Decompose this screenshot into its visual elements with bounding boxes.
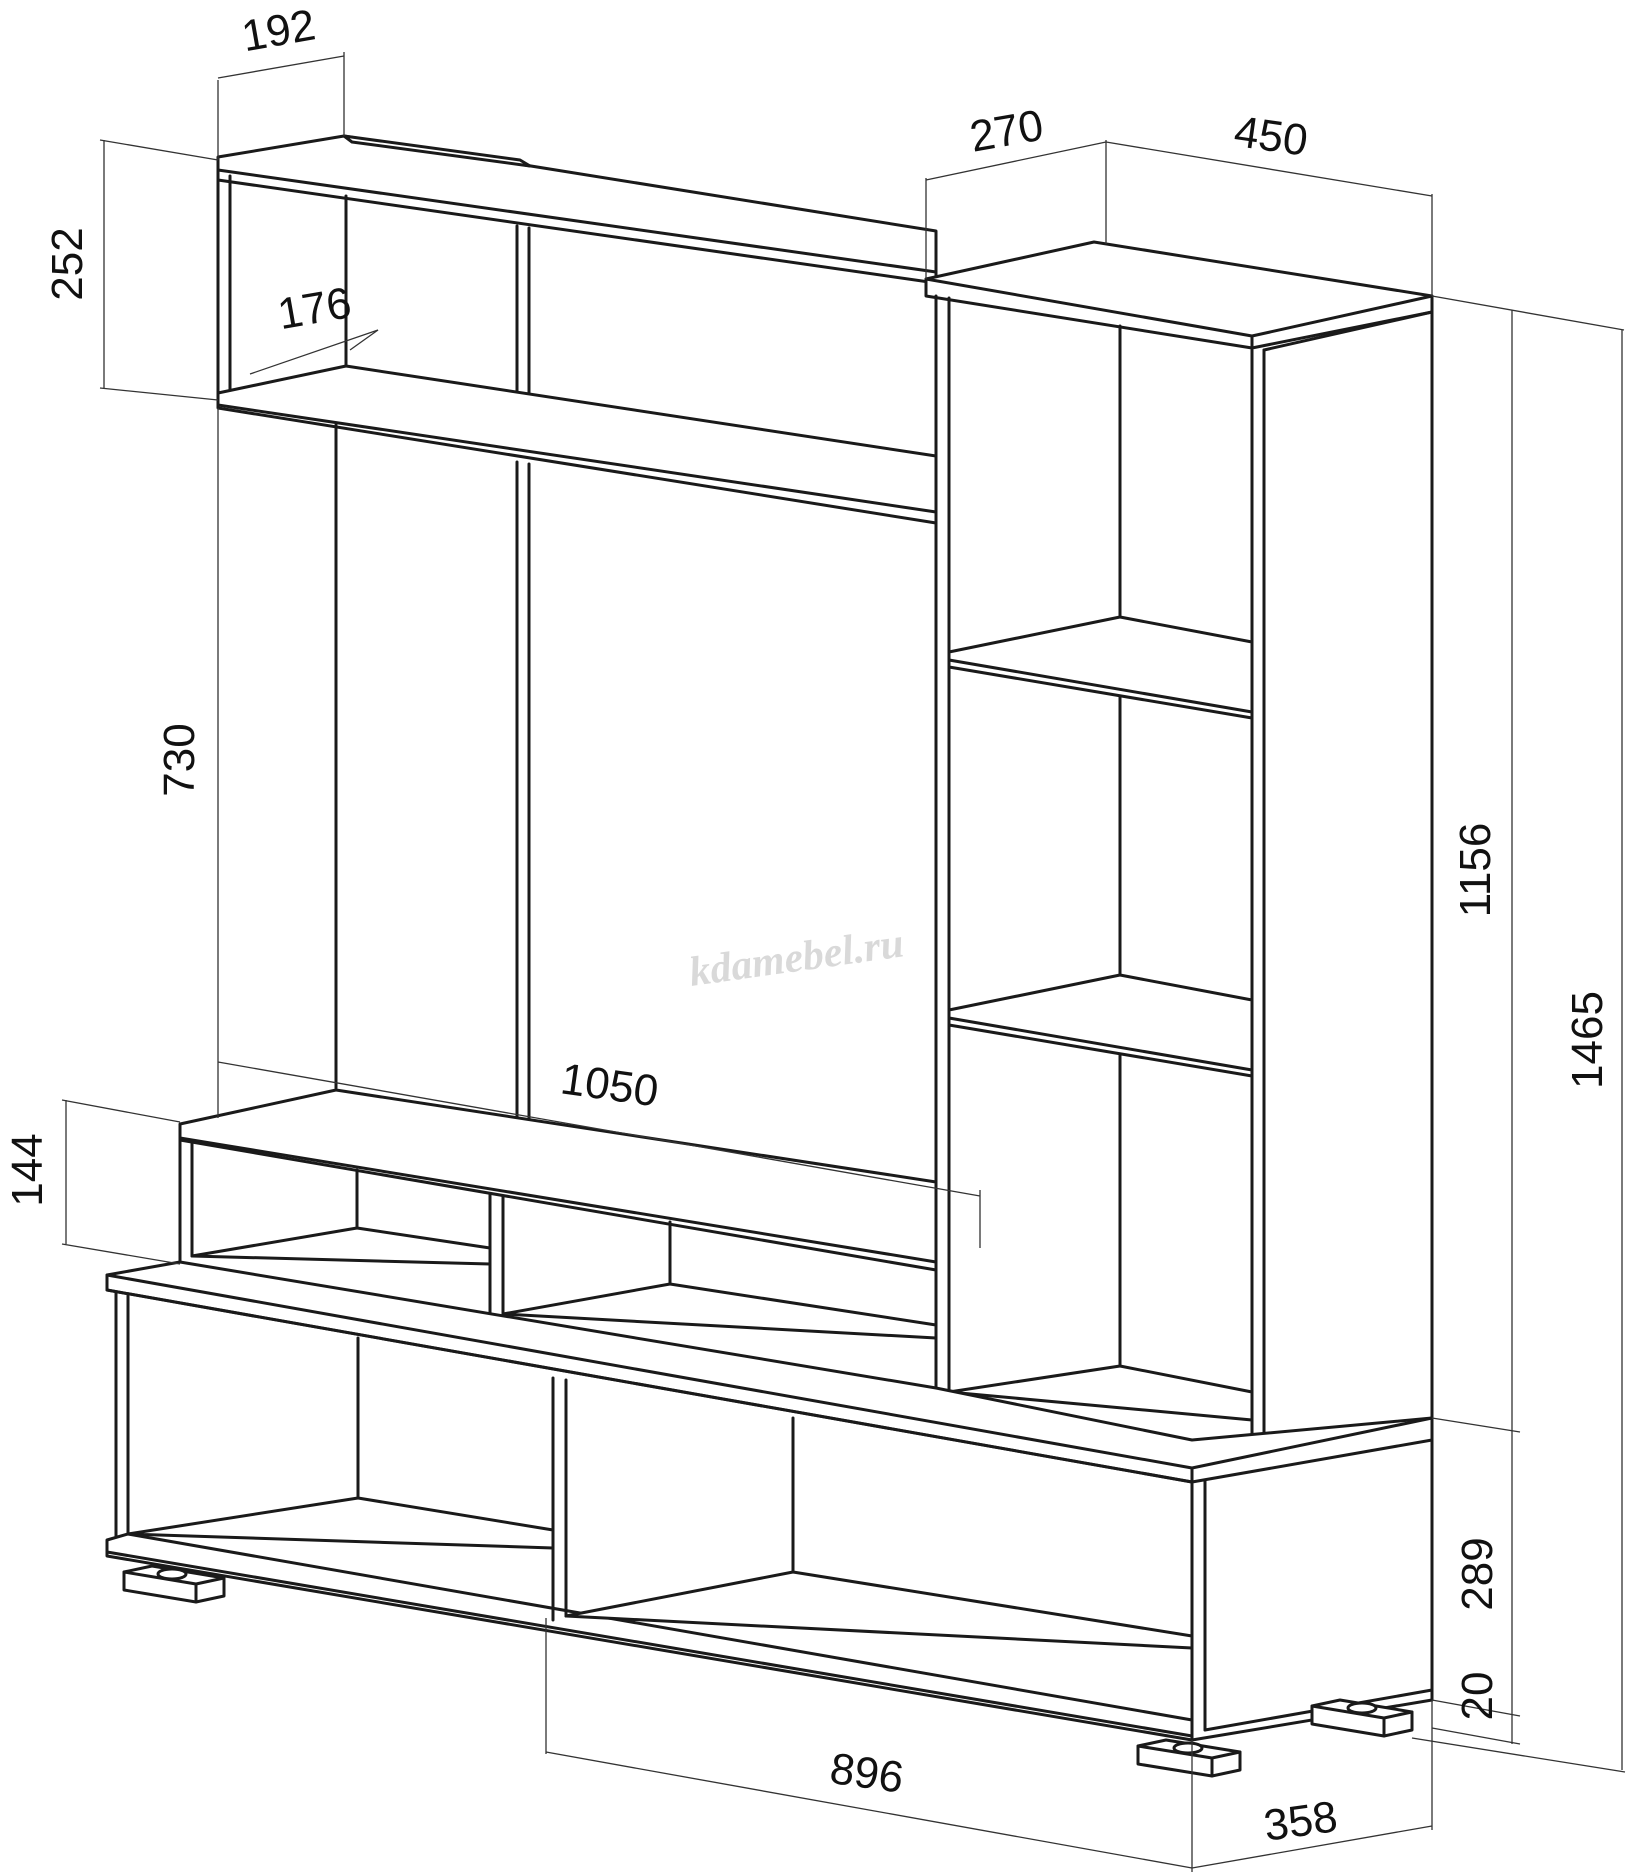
dim-1465: 1465 (1563, 991, 1612, 1089)
dim-176: 176 (274, 278, 355, 340)
dim-1050: 1050 (557, 1054, 662, 1117)
base-cabinet (107, 1262, 1432, 1740)
dim-450: 450 (1231, 106, 1311, 166)
dim-358: 358 (1260, 1792, 1341, 1851)
watermark: kdamebel.ru (686, 920, 907, 996)
dim-144: 144 (3, 1133, 52, 1207)
dim-1156: 1156 (1451, 822, 1500, 918)
dim-289: 289 (1453, 1537, 1502, 1611)
dim-192: 192 (238, 0, 319, 62)
dim-896: 896 (827, 1743, 907, 1803)
leg-front-mid (1138, 1740, 1240, 1776)
dim-252: 252 (43, 227, 92, 301)
dim-270: 270 (966, 100, 1048, 162)
dim-20: 20 (1453, 1671, 1502, 1721)
right-tower (926, 242, 1432, 1452)
dim-730: 730 (155, 723, 204, 797)
